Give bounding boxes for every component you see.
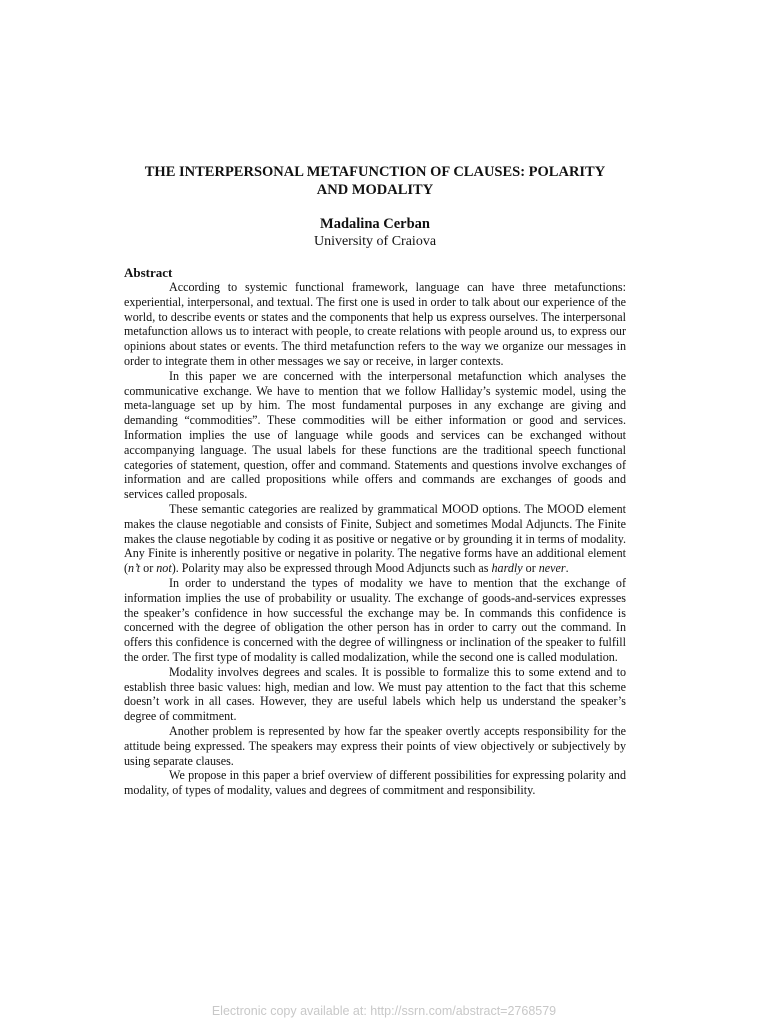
author-name: Madalina Cerban [320,216,430,232]
paragraph-text: . [565,561,569,576]
italic-term-hardly: hardly [491,561,523,576]
abstract-body [124,280,626,798]
paragraph-text: These semantic categories are realized by grammatical MOOD options. The MOOD element makes the clause negotiable and consists of Finite, Subject and sometimes Modal Adjuncts. The Finite makes the clause negotiable by coding it as positive or negative or by grounding it in terms of modality. Any Finite is inherently positive or negative in polarity. The negative forms have an additional element ( [124,501,627,576]
paper-title-line-1: THE INTERPERSONAL METAFUNCTION OF CLAUSES: POLARITY [144,164,606,180]
italic-term-nt: n’t [128,561,141,576]
abstract-paragraph-6: Another problem is represented by how far the speaker overtly accepts responsibility for the attitude being expressed. The speakers may express their points of view objectively or subjectively by using separate clauses. [124,723,626,768]
italic-term-not: not [156,561,172,576]
italic-term-never: never [538,561,566,576]
ssrn-footer-watermark: Electronic copy available at: http://ssrn.com/abstract=2768579 [211,1004,557,1018]
paragraph-text: or [522,561,539,576]
abstract-paragraph-7: We propose in this paper a brief overview of different possibilities for expressing polarity and modality, of types of modality, values and degrees of commitment and responsibility. [124,768,626,798]
abstract-paragraph-1: According to systemic functional framework, language can have three metafunctions: experiential, interpersonal, and textual. The first one is used in order to talk about our experience of the world, to describe events or states and the components that help us express ourselves. The interpersonal metafunction allows us to interact with people, to create relations with people around us, to express our opinions about states or events. The third metafunction refers to the way we organize our messages in order to integrate them in other messages we say or receive, in larger contexts. [124,280,626,368]
paper-title-line-2: AND MODALITY [316,182,434,198]
abstract-paragraph-2: In this paper we are concerned with the interpersonal metafunction which analyses the communicative exchange. We have to mention that we follow Halliday’s systemic model, using the meta-language set up by him. The most fundamental purposes in any exchange are giving and demanding “commodities”. These commodities will be either information or good and services. Information implies the use of language while goods and services can be exchanged without accompanying language. The usual labels for these functions are the traditional speech functional categories of statement, question, offer and command. Statements and questions involve exchanges of information and are called propositions while offers and commands are exchanges of goods and services called proposals. [124,368,626,502]
paragraph-text: ). Polarity may also be expressed through Mood Adjuncts such as [171,561,492,576]
abstract-paragraph-5: Modality involves degrees and scales. It is possible to formalize this to some extend and to establish three basic values: high, median and low. We must pay attention to the fact that this scheme doesn’t work in all cases. However, they are useful labels which help us understand the speaker’s degree of commitment. [124,664,626,724]
abstract-paragraph-3 [124,502,626,576]
paragraph-text: or [140,561,157,576]
author-affiliation: University of Craiova [313,234,437,249]
abstract-heading: Abstract [124,265,173,280]
abstract-paragraph-4: In order to understand the types of modality we have to mention that the exchange of information implies the use of probability or usuality. The exchange of goods-and-services expresses the speaker’s confidence in how successful the exchange may be. In commands this confidence is concerned with the degree of obligation the other person has in order to carry out the command. In offers this confidence is concerned with the degree of willingness or inclination of the speaker to fulfill the order. The first type of modality is called modalization, while the second one is called modulation. [124,575,626,664]
paper-title [120,163,630,199]
